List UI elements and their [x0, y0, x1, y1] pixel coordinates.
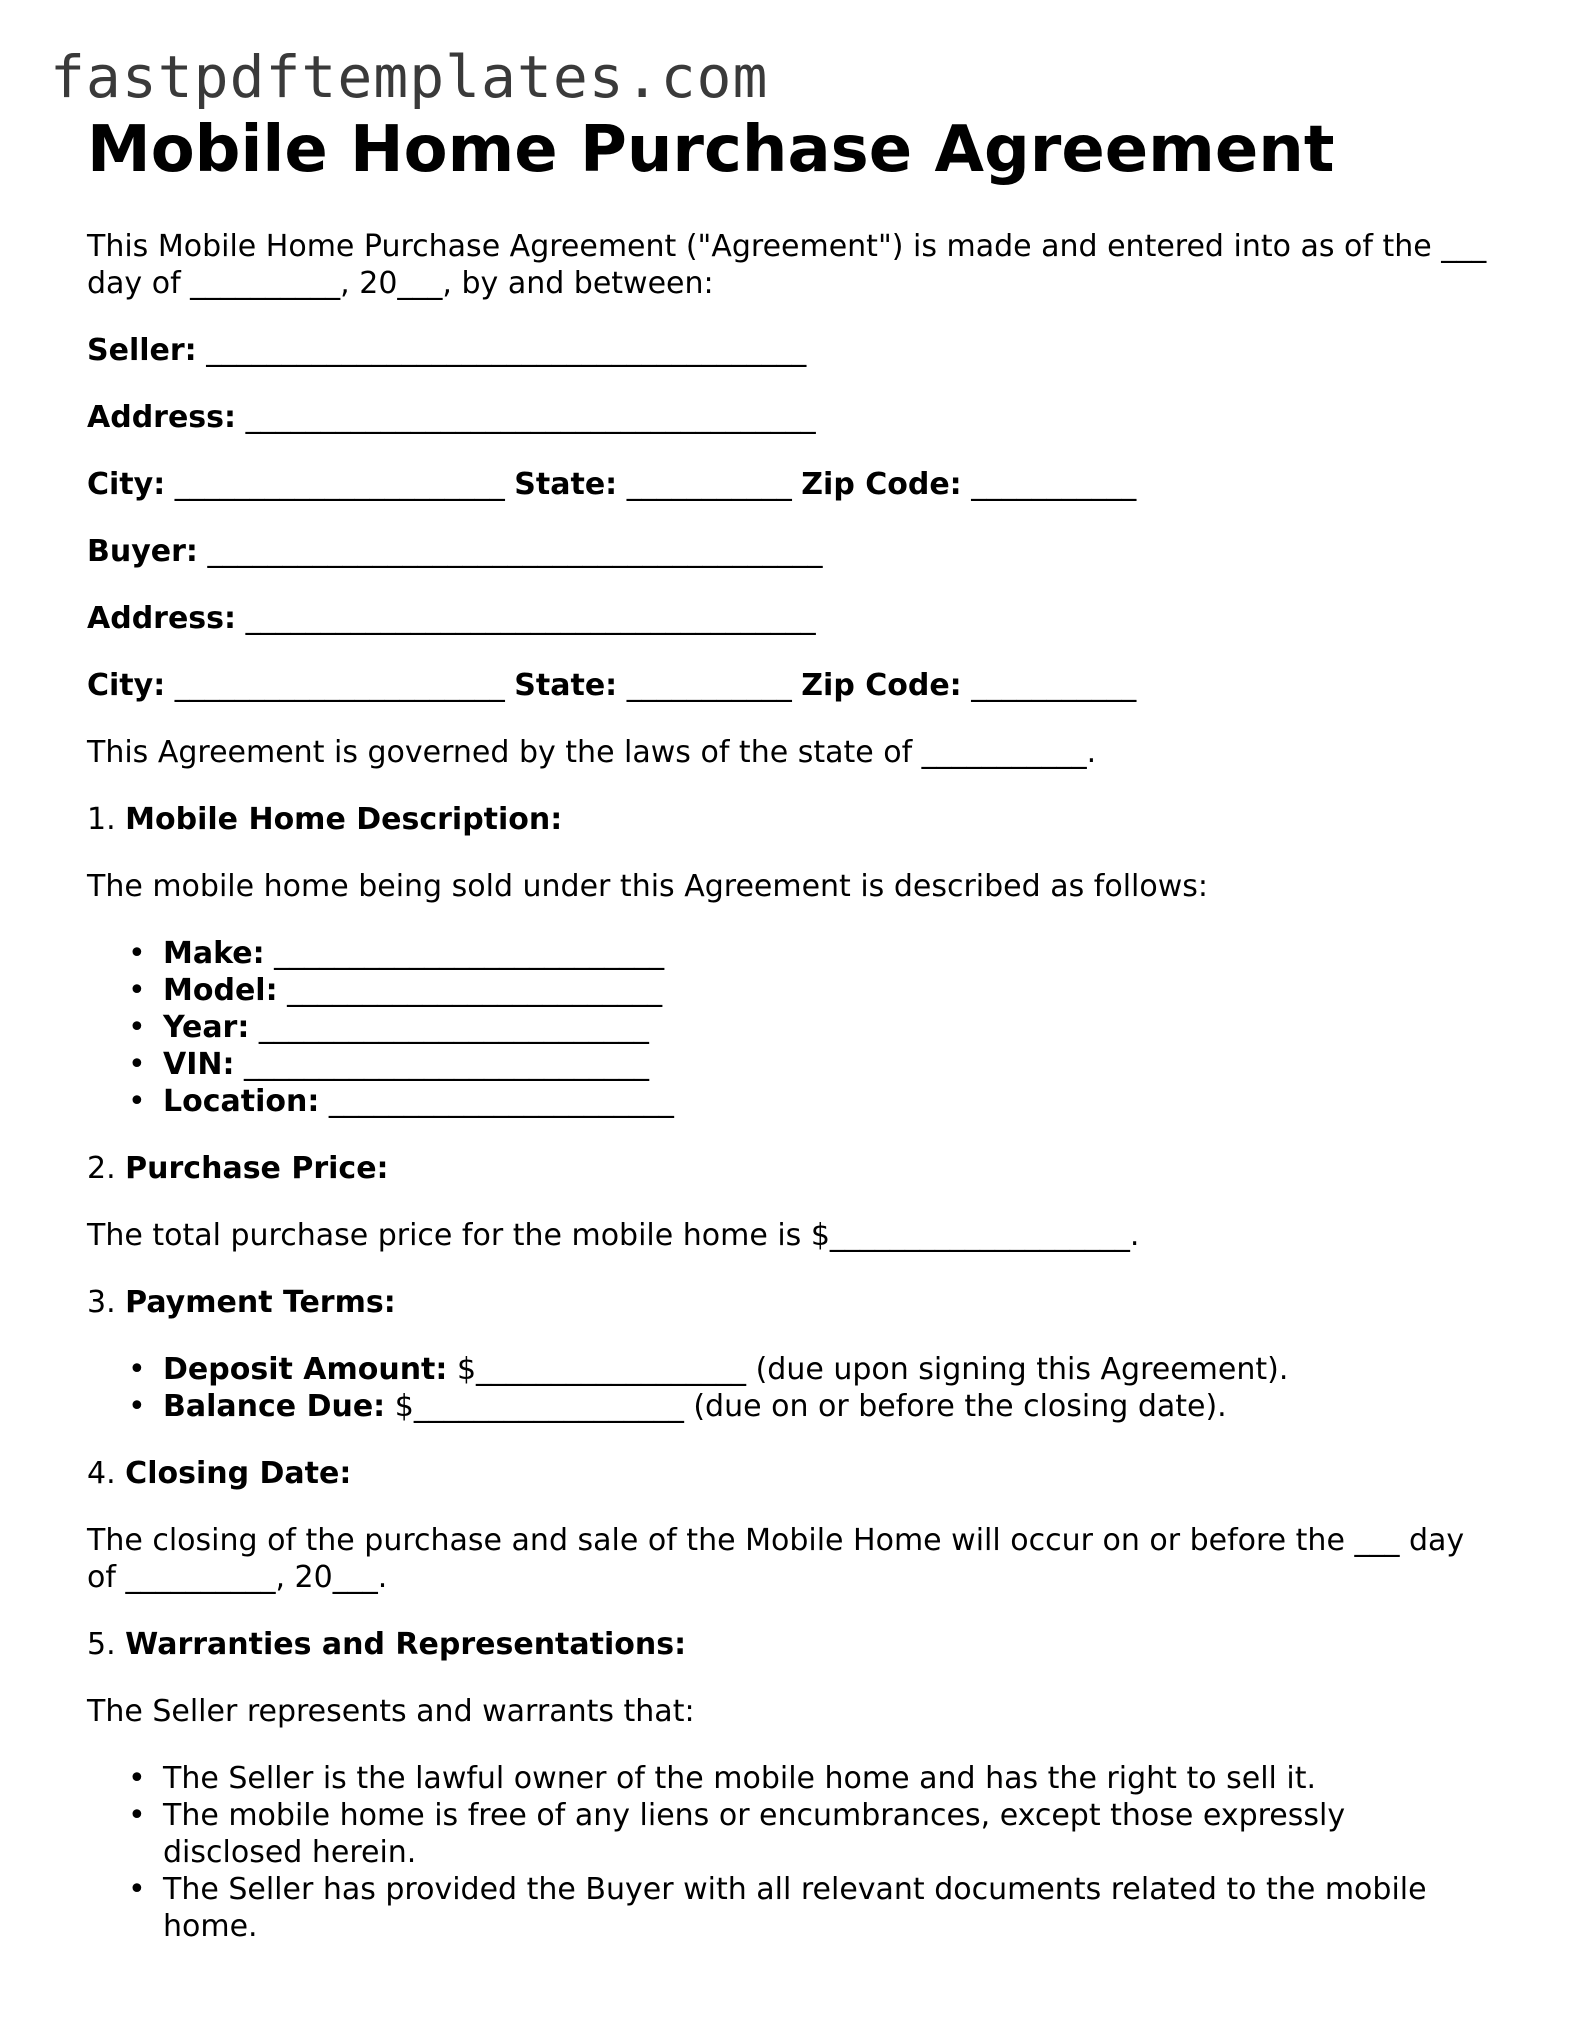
payment-terms-list [87, 1351, 1487, 1425]
model-label: Model: [163, 973, 278, 1008]
closing-date-text: The closing of the purchase and sale of the Mobile Home will occur on or before the ___ day of __________, 20___. [87, 1523, 1465, 1595]
document-page [87, 110, 1487, 1945]
intro-paragraph: This Mobile Home Purchase Agreement ("Agreement") is made and entered into as of the ___ day of __________, 20___, by and between: [87, 229, 1487, 301]
balance-due-text[interactable]: $__________________ (due on or before the closing date). [394, 1389, 1227, 1424]
seller-city-line [87, 466, 1487, 503]
bullet-icon: • [128, 1389, 146, 1424]
buyer-state-field[interactable]: ___________ [626, 668, 792, 703]
deposit-amount-label: Deposit Amount: [163, 1352, 448, 1387]
section-3-heading [87, 1284, 1487, 1321]
vin-label: VIN: [163, 1047, 235, 1082]
seller-city-field[interactable]: ______________________ [174, 467, 505, 502]
section-2-title: Purchase Price: [125, 1151, 389, 1186]
make-label: Make: [163, 936, 265, 971]
section-5-title: Warranties and Representations: [125, 1627, 687, 1662]
vin-field[interactable]: ___________________________ [244, 1047, 650, 1082]
section-1-text: The mobile home being sold under this Agreement is described as follows: [87, 869, 1208, 904]
watermark: fastpdftemplates.com [50, 43, 769, 111]
buyer-zip-field[interactable]: ___________ [971, 668, 1137, 703]
seller-name-line [87, 332, 1487, 369]
buyer-name-label: Buyer: [87, 534, 198, 569]
bullet-icon: • [128, 936, 146, 971]
year-label: Year: [163, 1010, 250, 1045]
buyer-city-line [87, 667, 1487, 704]
list-item [128, 1351, 1487, 1388]
seller-address-line [87, 399, 1487, 436]
bullet-icon: • [128, 1084, 146, 1119]
warranties-list [87, 1760, 1487, 1945]
year-field[interactable]: __________________________ [258, 1010, 649, 1045]
warranty-item-text: The Seller has provided the Buyer with all relevant documents related to the mobile home. [163, 1872, 1427, 1944]
list-item [128, 1388, 1487, 1425]
buyer-city-field[interactable]: ______________________ [174, 668, 505, 703]
bullet-icon: • [128, 1761, 146, 1796]
purchase-price-text: The total purchase price for the mobile home is $____________________. [87, 1218, 1140, 1253]
seller-state-field[interactable]: ___________ [626, 467, 792, 502]
warranty-item-text: The mobile home is free of any liens or encumbrances, except those expressly disclosed herein. [163, 1798, 1346, 1870]
seller-address-field[interactable]: ______________________________________ [245, 400, 816, 435]
seller-name-label: Seller: [87, 333, 197, 368]
buyer-address-line [87, 600, 1487, 637]
section-2-number: 2. [87, 1151, 116, 1186]
balance-due-label: Balance Due: [163, 1389, 386, 1424]
bullet-icon: • [128, 1010, 146, 1045]
deposit-amount-text[interactable]: $__________________ (due upon signing this Agreement). [456, 1352, 1289, 1387]
seller-city-label: City: [87, 467, 166, 502]
section-3-number: 3. [87, 1285, 116, 1320]
seller-state-label: State: [514, 467, 618, 502]
list-item [128, 1871, 1487, 1945]
seller-name-field[interactable]: ________________________________________ [206, 333, 807, 368]
bullet-icon: • [128, 1352, 146, 1387]
mobile-home-description-list [87, 935, 1487, 1120]
page-title: Mobile Home Purchase Agreement [87, 113, 1335, 187]
section-1-heading [87, 801, 1487, 838]
bullet-icon: • [128, 1798, 146, 1833]
make-field[interactable]: __________________________ [274, 936, 665, 971]
buyer-address-label: Address: [87, 601, 237, 636]
location-label: Location: [163, 1084, 320, 1119]
section-4-heading [87, 1455, 1487, 1492]
list-item [128, 1797, 1487, 1871]
section-4-number: 4. [87, 1456, 116, 1491]
buyer-state-label: State: [514, 668, 618, 703]
warranties-intro-text: The Seller represents and warrants that: [87, 1694, 695, 1729]
seller-zip-label: Zip Code: [801, 467, 962, 502]
section-4-title: Closing Date: [125, 1456, 352, 1491]
section-2-heading [87, 1150, 1487, 1187]
buyer-name-line [87, 533, 1487, 570]
buyer-zip-label: Zip Code: [801, 668, 962, 703]
list-item [128, 935, 1487, 972]
list-item [128, 1046, 1487, 1083]
list-item [128, 1760, 1487, 1797]
seller-address-label: Address: [87, 400, 237, 435]
list-item [128, 972, 1487, 1009]
section-5-number: 5. [87, 1627, 116, 1662]
location-field[interactable]: _______________________ [328, 1084, 674, 1119]
buyer-address-field[interactable]: ______________________________________ [245, 601, 816, 636]
section-5-heading [87, 1626, 1487, 1663]
list-item [128, 1083, 1487, 1120]
section-1-number: 1. [87, 802, 116, 837]
warranty-item-text: The Seller is the lawful owner of the mobile home and has the right to sell it. [163, 1761, 1317, 1796]
buyer-name-field[interactable]: _________________________________________ [207, 534, 823, 569]
section-1-title: Mobile Home Description: [125, 802, 563, 837]
governing-law-text: This Agreement is governed by the laws of the state of ___________. [87, 735, 1097, 770]
bullet-icon: • [128, 1047, 146, 1082]
list-item [128, 1009, 1487, 1046]
bullet-icon: • [128, 973, 146, 1008]
model-field[interactable]: _________________________ [287, 973, 663, 1008]
bullet-icon: • [128, 1872, 146, 1907]
buyer-city-label: City: [87, 668, 166, 703]
section-3-title: Payment Terms: [125, 1285, 396, 1320]
seller-zip-field[interactable]: ___________ [971, 467, 1137, 502]
